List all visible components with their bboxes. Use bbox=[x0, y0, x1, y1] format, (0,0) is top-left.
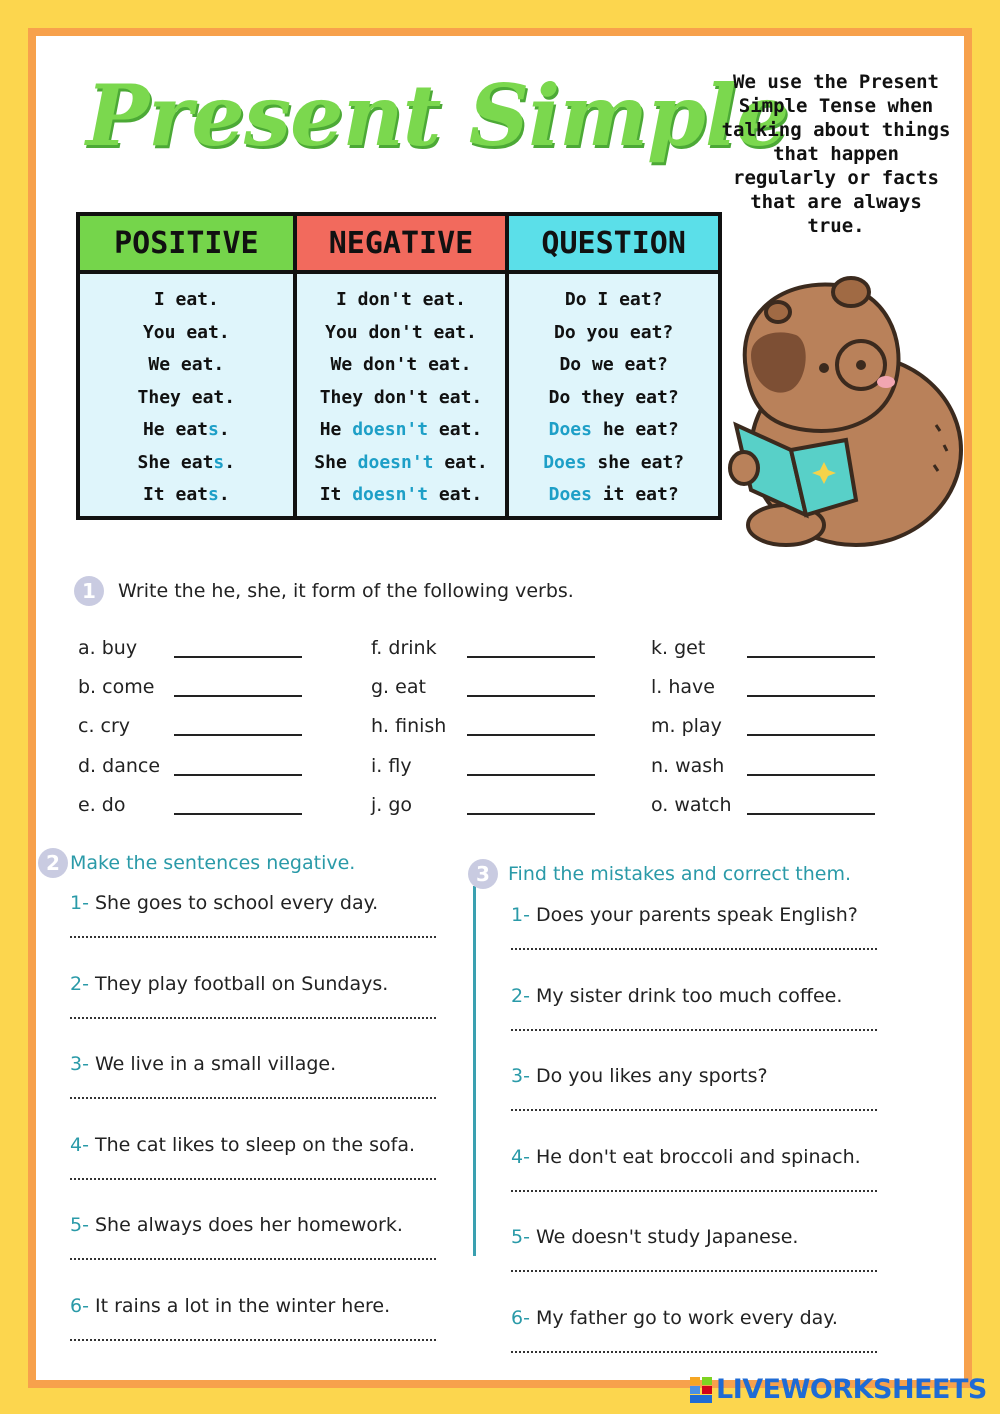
sentence-body: He don't eat broccoli and spinach. bbox=[529, 1145, 861, 1168]
positive-row bbox=[143, 414, 230, 447]
sentence-number: 2- bbox=[511, 984, 530, 1007]
sentence-text bbox=[70, 1295, 390, 1317]
verb-answer-blank[interactable] bbox=[174, 716, 302, 736]
intro-text: We use the Present Simple Tense when talking about things that happen regularly or facts that are always true. bbox=[721, 71, 951, 237]
row-highlight: Does bbox=[543, 451, 587, 473]
sentence-number: 4- bbox=[511, 1145, 530, 1168]
verb-answer-blank[interactable] bbox=[747, 756, 875, 776]
answer-line[interactable] bbox=[70, 1258, 436, 1260]
verb-item bbox=[651, 786, 875, 825]
positive-row bbox=[154, 284, 219, 317]
row-text: You don't eat. bbox=[325, 321, 477, 343]
row-text-end: eat. bbox=[428, 484, 483, 505]
section2-heading bbox=[38, 848, 355, 878]
verb-item bbox=[78, 746, 302, 785]
row-text: We eat. bbox=[148, 354, 225, 375]
sentence-number: 5- bbox=[511, 1226, 530, 1249]
sentence-number: 6- bbox=[70, 1294, 89, 1317]
verb-label: j. go bbox=[371, 794, 413, 817]
sentence-number: 2- bbox=[70, 972, 89, 995]
tense-table bbox=[76, 212, 722, 520]
verb-label: d. dance bbox=[78, 754, 161, 777]
section3-instruction: Find the mistakes and correct them. bbox=[508, 863, 852, 885]
row-text: I eat. bbox=[153, 289, 219, 310]
row-text: Do I eat? bbox=[564, 289, 663, 310]
verb-item bbox=[651, 628, 875, 667]
verb-label: b. come bbox=[78, 676, 155, 699]
verb-label: f. drink bbox=[371, 636, 437, 659]
sentence-text bbox=[511, 1307, 838, 1329]
verb-item bbox=[651, 746, 875, 785]
sentence-text bbox=[511, 1226, 798, 1248]
positive-row bbox=[143, 317, 230, 350]
row-text: I don't eat. bbox=[335, 289, 467, 310]
sentence-body: We doesn't study Japanese. bbox=[529, 1226, 799, 1249]
row-text-end: it eat? bbox=[591, 484, 679, 505]
verb-answer-blank[interactable] bbox=[174, 638, 302, 658]
positive-row bbox=[138, 447, 236, 480]
answer-line[interactable] bbox=[511, 1109, 877, 1111]
sentence-text bbox=[511, 1146, 861, 1168]
row-text-end: . bbox=[224, 451, 236, 473]
sentence-body: They play football on Sundays. bbox=[88, 972, 389, 995]
verb-label: a. buy bbox=[78, 636, 138, 659]
row-highlight: doesn't bbox=[352, 484, 429, 505]
row-highlight: doesn't bbox=[352, 419, 429, 440]
verb-answer-blank[interactable] bbox=[747, 716, 875, 736]
sentence-body: It rains a lot in the winter here. bbox=[88, 1294, 391, 1317]
verb-label: n. wash bbox=[651, 754, 725, 777]
sentence-text bbox=[70, 1053, 336, 1075]
answer-line[interactable] bbox=[70, 1097, 436, 1099]
row-text: They don't eat. bbox=[319, 386, 483, 408]
row-text: Do they eat? bbox=[548, 386, 679, 408]
row-highlight: doesn't bbox=[357, 451, 434, 473]
verb-answer-blank[interactable] bbox=[747, 677, 875, 697]
row-text: He bbox=[319, 419, 353, 440]
sentence-body: The cat likes to sleep on the sofa. bbox=[88, 1133, 416, 1156]
sentence-text bbox=[70, 1134, 415, 1156]
verb-item bbox=[651, 707, 875, 746]
verb-item bbox=[371, 786, 595, 825]
question-row bbox=[549, 479, 679, 512]
section2-number-icon: 2 bbox=[38, 848, 68, 878]
verb-label: c. cry bbox=[78, 715, 131, 738]
verb-column-1 bbox=[78, 628, 302, 825]
sentence-number: 1- bbox=[511, 904, 530, 926]
header-positive: POSITIVE bbox=[80, 216, 293, 274]
row-highlight: s bbox=[208, 484, 219, 505]
sentence-number: 4- bbox=[70, 1133, 89, 1156]
worksheet-page bbox=[28, 28, 972, 1388]
verb-answer-blank[interactable] bbox=[174, 677, 302, 697]
row-text-end: she eat? bbox=[586, 451, 685, 473]
verb-label: m. play bbox=[651, 715, 722, 738]
verb-label: o. watch bbox=[651, 794, 732, 817]
sentence-number: 6- bbox=[511, 1306, 530, 1329]
footer-brand[interactable] bbox=[690, 1374, 987, 1405]
sentence-text bbox=[511, 1065, 768, 1087]
verb-item bbox=[78, 707, 302, 746]
sentence-body: She always does her homework. bbox=[88, 1214, 403, 1237]
verb-item bbox=[371, 628, 595, 667]
header-negative: NEGATIVE bbox=[293, 216, 506, 274]
question-row bbox=[554, 317, 673, 350]
verb-item bbox=[651, 667, 875, 706]
row-text: Do you eat? bbox=[554, 321, 674, 343]
verb-label: h. finish bbox=[371, 715, 447, 738]
answer-line[interactable] bbox=[511, 1190, 877, 1192]
question-column bbox=[505, 274, 718, 516]
sentence-number: 3- bbox=[70, 1053, 89, 1076]
question-row bbox=[549, 414, 679, 447]
positive-row bbox=[143, 479, 230, 512]
section1-instruction: Write the he, she, it form of the following verbs. bbox=[118, 580, 574, 602]
sentence-text bbox=[70, 973, 388, 995]
row-text: She eat bbox=[137, 451, 214, 473]
negative-row bbox=[336, 284, 466, 317]
question-row bbox=[543, 447, 684, 480]
verb-answer-blank[interactable] bbox=[467, 638, 595, 658]
negative-row bbox=[320, 414, 483, 447]
verb-column-2 bbox=[371, 628, 595, 825]
negative-row bbox=[325, 317, 477, 350]
liveworksheets-logo-icon bbox=[690, 1377, 712, 1403]
row-highlight: s bbox=[208, 419, 219, 440]
answer-line[interactable] bbox=[70, 1178, 436, 1180]
row-text: She bbox=[314, 451, 358, 473]
sentence-number: 5- bbox=[70, 1214, 89, 1237]
section2-instruction: Make the sentences negative. bbox=[70, 852, 356, 874]
section1-number-icon: 1 bbox=[74, 576, 104, 606]
sentence-text bbox=[511, 904, 858, 926]
sentence-number: 1- bbox=[70, 892, 89, 914]
verb-answer-blank[interactable] bbox=[467, 677, 595, 697]
answer-line[interactable] bbox=[70, 936, 436, 938]
verb-answer-blank[interactable] bbox=[467, 795, 595, 815]
answer-line[interactable] bbox=[511, 948, 877, 950]
row-text: You eat. bbox=[142, 321, 230, 343]
row-text: It eat bbox=[142, 484, 208, 505]
answer-line[interactable] bbox=[511, 1351, 877, 1353]
verb-answer-blank[interactable] bbox=[467, 756, 595, 776]
row-text: We don't eat. bbox=[330, 354, 472, 375]
verb-item bbox=[371, 667, 595, 706]
question-row bbox=[565, 284, 663, 317]
question-row bbox=[549, 382, 679, 415]
capybara-icon bbox=[696, 250, 966, 550]
answer-line[interactable] bbox=[70, 1339, 436, 1341]
answer-line[interactable] bbox=[70, 1017, 436, 1019]
sentence-body: She goes to school every day. bbox=[88, 892, 379, 914]
section1-heading bbox=[74, 576, 574, 606]
row-text-end: . bbox=[218, 419, 230, 440]
row-text-end: he eat? bbox=[591, 419, 679, 440]
negative-row bbox=[314, 447, 487, 480]
sentence-text bbox=[70, 892, 378, 914]
verb-answer-blank[interactable] bbox=[174, 756, 302, 776]
row-text: They eat. bbox=[137, 386, 236, 408]
sentence-body: Do you likes any sports? bbox=[529, 1065, 768, 1088]
sentence-text bbox=[511, 985, 842, 1007]
row-text: Do we eat? bbox=[559, 354, 668, 375]
sentence-body: My father go to work every day. bbox=[529, 1306, 838, 1329]
verb-item bbox=[78, 786, 302, 825]
row-text: He eat bbox=[142, 419, 208, 440]
verb-item bbox=[78, 628, 302, 667]
verb-answer-blank[interactable] bbox=[747, 795, 875, 815]
header-question: QUESTION bbox=[505, 216, 718, 274]
section3-number-icon: 3 bbox=[468, 859, 498, 889]
negative-column bbox=[293, 274, 506, 516]
row-highlight: Does bbox=[548, 484, 592, 505]
question-row bbox=[559, 349, 667, 382]
row-text-end: eat. bbox=[433, 451, 488, 473]
sentence-text bbox=[70, 1214, 403, 1236]
page-title: Present Simple bbox=[86, 66, 789, 165]
answer-line[interactable] bbox=[511, 1270, 877, 1272]
section3-heading bbox=[468, 859, 851, 889]
negative-row bbox=[331, 349, 472, 382]
verb-label: k. get bbox=[651, 636, 706, 659]
verb-answer-blank[interactable] bbox=[747, 638, 875, 658]
positive-column bbox=[80, 274, 293, 516]
verb-label: i. fly bbox=[371, 754, 412, 777]
row-text-end: eat. bbox=[428, 419, 483, 440]
verb-column-3 bbox=[651, 628, 875, 825]
verb-answer-blank[interactable] bbox=[174, 795, 302, 815]
row-text-end: . bbox=[218, 484, 230, 505]
positive-row bbox=[138, 382, 236, 415]
verb-item bbox=[371, 746, 595, 785]
section-divider bbox=[473, 886, 476, 1256]
row-highlight: Does bbox=[548, 419, 592, 440]
verb-label: e. do bbox=[78, 794, 126, 817]
sentence-body: Does your parents speak English? bbox=[529, 904, 858, 926]
verb-label: l. have bbox=[651, 676, 715, 699]
sentence-body: We live in a small village. bbox=[88, 1053, 337, 1076]
answer-line[interactable] bbox=[511, 1029, 877, 1031]
sentence-number: 3- bbox=[511, 1065, 530, 1088]
negative-row bbox=[320, 479, 483, 512]
row-text: It bbox=[319, 484, 353, 505]
verb-item bbox=[371, 707, 595, 746]
verb-answer-blank[interactable] bbox=[467, 716, 595, 736]
sentence-body: My sister drink too much coffee. bbox=[529, 984, 843, 1007]
negative-row bbox=[320, 382, 483, 415]
row-highlight: s bbox=[213, 451, 225, 473]
footer-text: LIVEWORKSHEETS bbox=[716, 1374, 987, 1405]
positive-row bbox=[148, 349, 224, 382]
verb-item bbox=[78, 667, 302, 706]
verb-label: g. eat bbox=[371, 676, 426, 699]
